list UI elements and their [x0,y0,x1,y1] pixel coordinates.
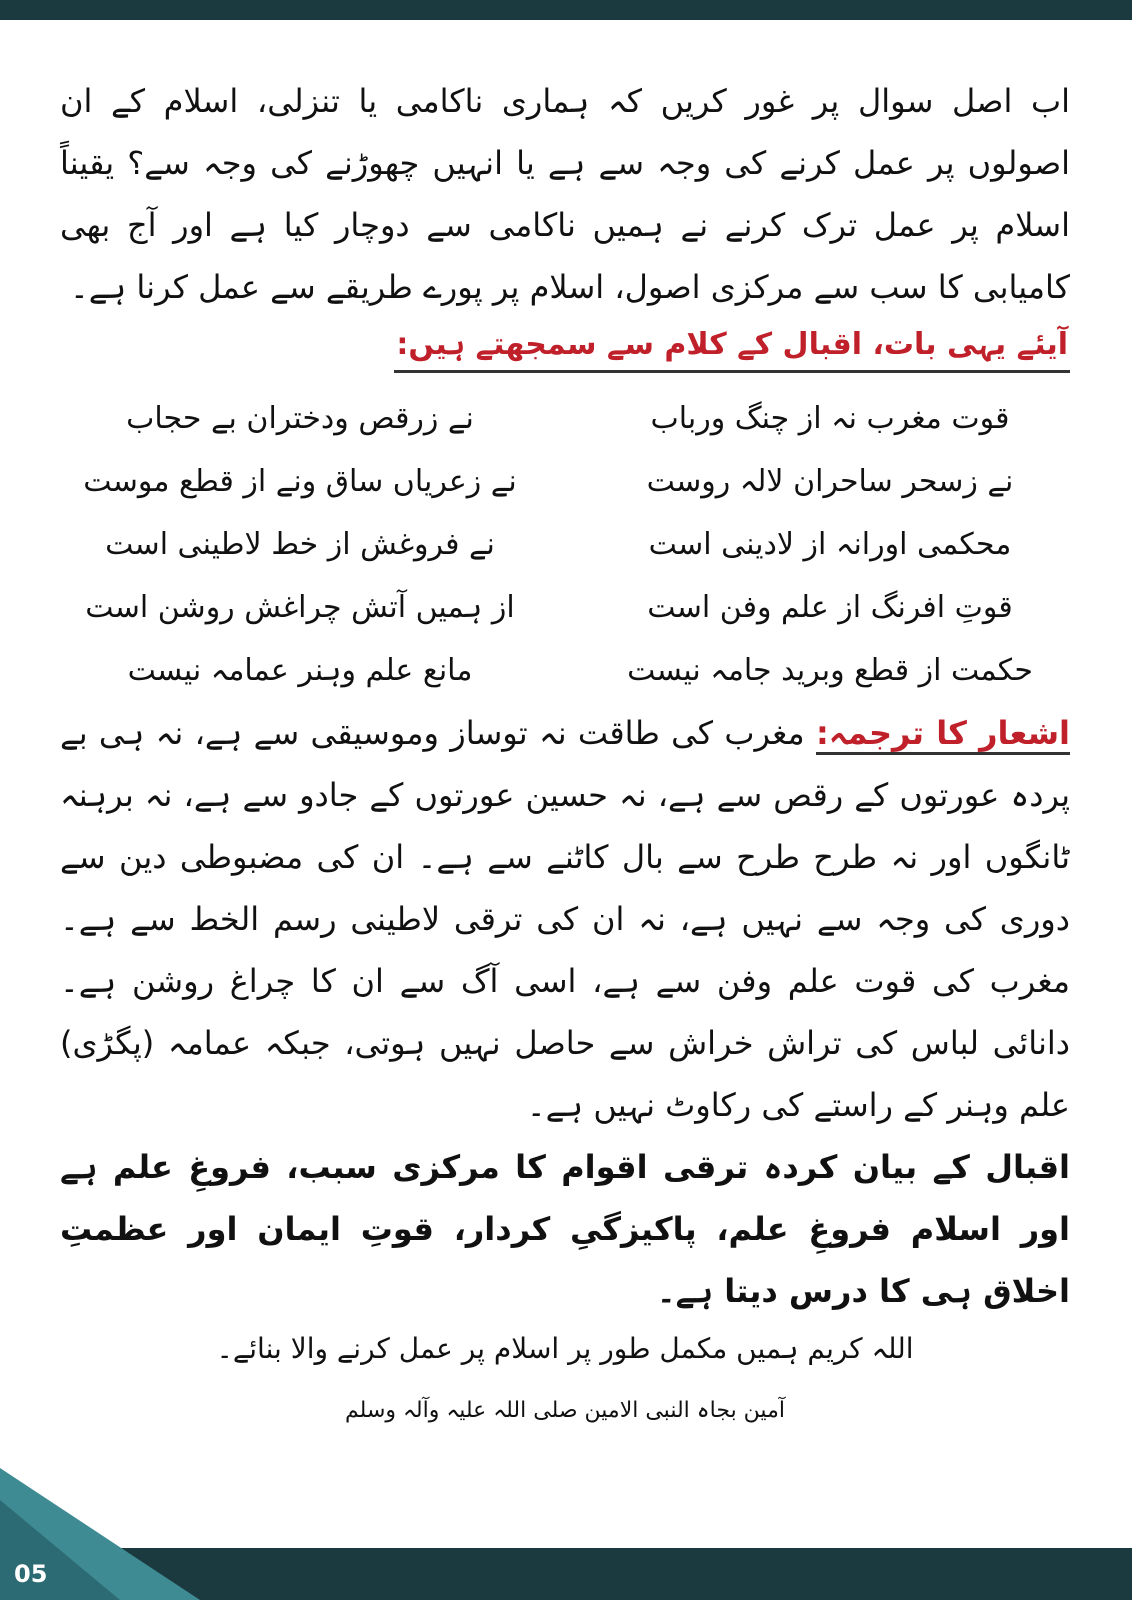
heading-wrap [60,322,1070,373]
couplet-second-line: از ہمیں آتش چراغش روشن است [85,590,515,625]
couplet-second-line: مانع علم وہنر عمامہ نیست [127,653,473,688]
prayer-line: اللہ کریم ہمیں مکمل طور پر اسلام پر عمل کرنے والا بنائے۔ [216,1332,914,1365]
couplet-second-line: نے فروغش از خط لاطینی است [105,527,495,562]
intro-paragraph: اب اصل سوال پر غور کریں کہ ہماری ناکامی یا تنزلی، اسلام کے ان اصولوں پر عمل کرنے کی وجہ سے ہے یا انہیں چھوڑنے کی وجہ سے؟ یقیناً اسلام پر عمل ترک کرنے نے ہمیں ناکامی سے دوچار کیا ہے اور آج بھی کامیابی کا سب سے مرکزی اصول، اسلام پر پورے طریقے سے عمل کرنا ہے۔ [60,82,1070,306]
section-heading: آیئے یہی بات، اقبال کے کلام سے سمجھتے ہیں: [394,322,1070,373]
couplet [60,387,1070,450]
couplet [60,639,1070,702]
couplet-first-line: نے زسحر ساحران لالہ روست [646,464,1014,499]
couplet-first-line: قوتِ افرنگ از علم وفن است [647,590,1013,625]
couplet-second-line: نے زعریاں ساق ونے از قطع موست [83,464,517,499]
couplet [60,576,1070,639]
couplet [60,513,1070,576]
poem [60,387,1070,702]
couplet-first-line: محکمی اورانہ از لادینی است [648,527,1012,562]
page-content [60,70,1070,1438]
couplet-second-line: نے زرقص ودختران بے حجاب [126,401,474,436]
translation-text: مغرب کی طاقت نہ توساز وموسیقی سے ہے، نہ ہی بے پردہ عورتوں کے رقص سے ہے، نہ حسین عورتوں کے جادو سے ہے، نہ برہنہ ٹانگوں اور نہ طرح طرح سے بال کاٹنے سے ہے۔ ان کی مضبوطی دین سے دوری کی وجہ سے نہیں ہے، نہ ان کی ترقی لاطینی رسم الخط سے ہے۔ مغرب کی قوت علم وفن سے ہے، اسی آگ سے ان کا چراغ روشن ہے۔ دانائی لباس کی تراش خراش سے حاصل نہیں ہوتی، جبکہ عمامہ (پگڑی) علم وہنر کے راستے کی رکاوٹ نہیں ہے۔ [60,714,1070,1124]
translation-paragraph [60,702,1070,1136]
translation-label: اشعار کا ترجمہ: [816,714,1070,755]
couplet [60,450,1070,513]
couplet-first-line: قوت مغرب نہ از چنگ ورباب [650,401,1010,436]
page-number: 05 [14,1560,48,1588]
closing-line: آمین بجاہ النبی الامین صلی اللہ علیہ وآلہ وسلم [345,1398,785,1423]
couplet-first-line: حکمت از قطع وبرید جامہ نیست [627,653,1033,688]
conclusion-paragraph: اقبال کے بیان کردہ ترقی اقوام کا مرکزی سبب، فروغِ علم ہے اور اسلام فروغِ علم، پاکیزگیِ کردار، قوتِ ایمان اور عظمتِ اخلاق ہی کا درس دیتا ہے۔ [60,1148,1070,1310]
top-bar [0,0,1132,20]
